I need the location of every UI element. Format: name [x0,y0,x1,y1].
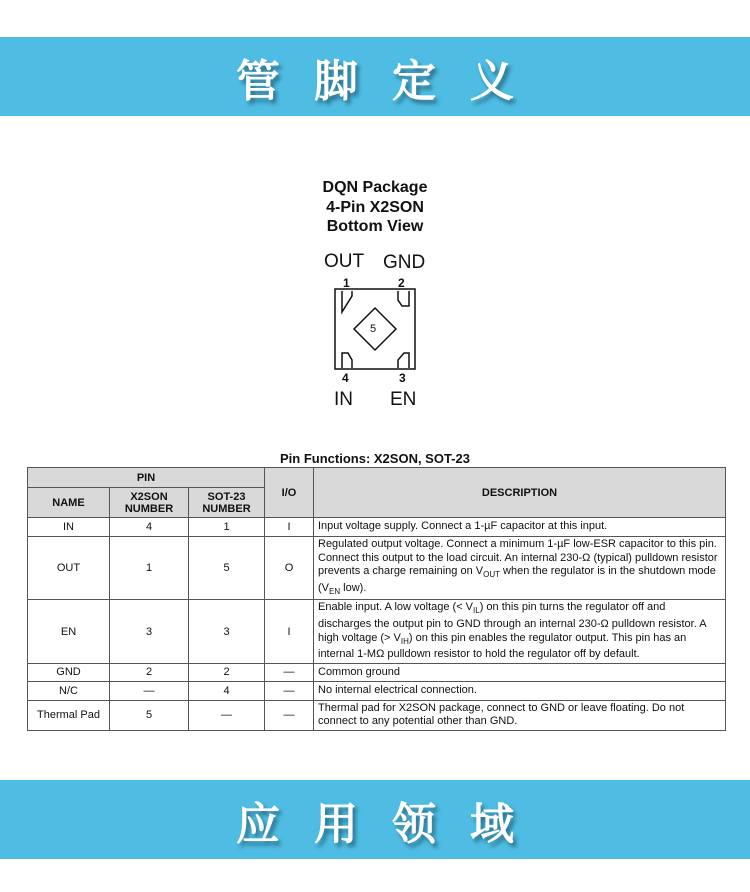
package-name: DQN Package [322,179,428,196]
thermal-pad-number: 5 [370,323,377,335]
package-view: Bottom View [326,218,424,235]
cell-sot23: — [189,700,265,730]
cell-sot23: 2 [189,663,265,681]
table-row [28,663,726,681]
pin-functions-table [27,467,726,731]
cell-sot23: 4 [189,681,265,700]
cell-description: Regulated output voltage. Connect a minimum 1-µF low-ESR capacitor to this pin. Connect this output to the load circuit. An internal 230-Ω (typical) pulldown resistor prevents a charge remaining on $V_{OUT}$ when the regulator is in the shutdown mode ($V_{EN}$ low). [314,537,726,600]
table-row [28,537,726,600]
cell-x2son: — [110,681,189,700]
table-row [28,681,726,700]
cell-sot23: 1 [189,518,265,537]
cell-io: I [265,518,314,537]
cell-name: N/C [28,681,110,700]
pin-number-4: 4 [342,371,349,385]
cell-io: — [265,681,314,700]
cell-io: O [265,537,314,600]
cell-sot23: 3 [189,600,265,663]
section-banner-pin-definition [0,37,750,116]
cell-io: — [265,663,314,681]
cell-name: EN [28,600,110,663]
cell-x2son: 4 [110,518,189,537]
banner-title: 管脚定义 [236,55,548,107]
table-row [28,518,726,537]
section-banner-applications [0,780,750,859]
cell-name: Thermal Pad [28,700,110,730]
pin-number-1: 1 [343,276,350,290]
cell-x2son: 5 [110,700,189,730]
cell-x2son: 2 [110,663,189,681]
cell-description: Enable input. A low voltage (< $V_{IL}$) on this pin turns the regulator off and discharges the output pin to GND through an internal 230-Ω pulldown resistor. A high voltage (> $V_{IH}$) on this pin enables the regulator output. This pin has an internal 1-MΩ pulldown resistor to hold the regulator off by default. [314,600,726,663]
header-x2son: X2SON NUMBER [110,488,189,518]
table-row [28,600,726,663]
cell-x2son: 3 [110,600,189,663]
header-description: DESCRIPTION [314,468,726,518]
table-title: Pin Functions: X2SON, SOT-23 [280,451,470,466]
pin-label-in: IN [334,389,353,410]
cell-description: No internal electrical connection. [314,681,726,700]
cell-name: OUT [28,537,110,600]
cell-io: I [265,600,314,663]
table-row [28,700,726,730]
header-name: NAME [28,488,110,518]
cell-name: IN [28,518,110,537]
package-type: 4-Pin X2SON [326,198,424,216]
cell-name: GND [28,663,110,681]
cell-io: — [265,700,314,730]
banner-title: 应用领域 [236,798,548,850]
cell-description: Input voltage supply. Connect a 1-µF capacitor at this input. [314,518,726,537]
pin-number-2: 2 [398,276,405,290]
package-title [300,178,450,237]
header-sot23: SOT-23 NUMBER [189,488,265,518]
pin-label-out: OUT [324,251,365,272]
cell-x2son: 1 [110,537,189,600]
cell-description: Thermal pad for X2SON package, connect to GND or leave floating. Do not connect to any potential other than GND. [314,700,726,730]
cell-description: Common ground [314,663,726,681]
pin-label-gnd: GND [383,252,426,273]
header-io: I/O [265,468,314,518]
header-pin: PIN [28,468,265,488]
pin-number-3: 3 [399,371,406,385]
cell-sot23: 5 [189,537,265,600]
pin-label-en: EN [390,389,417,410]
